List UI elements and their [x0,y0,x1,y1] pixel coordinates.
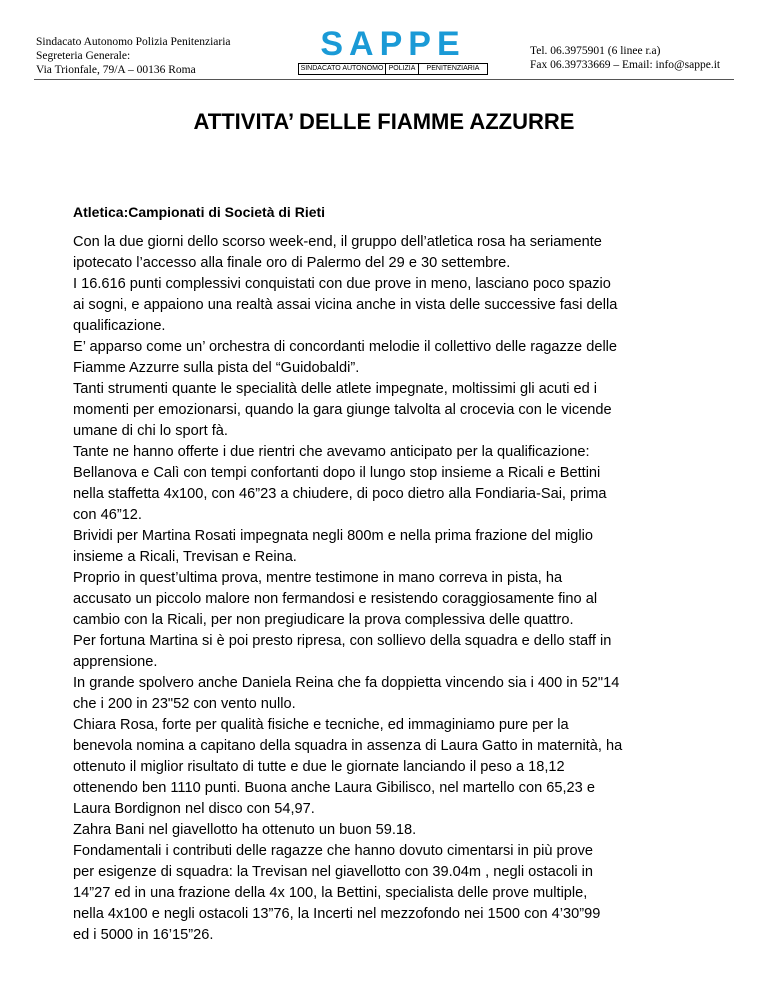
body-line: insieme a Ricali, Trevisan e Reina. [73,549,297,565]
body-line: Con la due giorni dello scorso week-end, il gruppo dell’atletica rosa ha seriamente [73,234,602,250]
body-line: accusato un piccolo malore non fermandosi e resistendo coraggiosamente fino al [73,591,598,607]
body-line: Brividi per Martina Rosati impegnata negli 800m e nella prima frazione del miglio [73,528,593,544]
body-line: Per fortuna Martina si è poi presto ripresa, con sollievo della squadra e dello staff in [73,633,612,649]
body-line: 14”27 ed in una frazione della 4x 100, la Bettini, specialista delle prove multiple, [73,885,588,901]
body-line: nella staffetta 4x100, con 46”23 a chiudere, di poco dietro alla Fondiaria-Sai, prima [73,486,607,502]
body-line: E’ apparso come un’ orchestra di concordanti melodie il collettivo delle ragazze delle [73,339,618,355]
body-line: ipotecato l’accesso alla finale oro di Palermo del 29 e 30 settembre. [73,255,511,271]
phone: Tel. 06.3975901 (6 linee r.a) [530,45,661,57]
body-line: benevola nomina a capitano della squadra in assenza di Laura Gatto in maternità, ha [73,738,623,754]
body-line: Chiara Rosa, forte per qualità fisiche e tecniche, ed immaginiamo pure per la [73,717,569,733]
body-line: cambio con la Ricali, per non pregiudicare la prova complessiva delle quattro. [73,612,574,628]
section-heading: Atletica:Campionati di Società di Rieti [73,204,326,220]
logo-caption [298,63,488,75]
body-line: Tanti strumenti quante le specialità delle atlete impegnate, moltissimi gli acuti ed i [73,381,598,397]
body-line: per esigenze di squadra: la Trevisan nel giavellotto con 39.04m , negli ostacoli in [73,864,594,880]
article-body [73,232,622,946]
body-line: I 16.616 punti complessivi conquistati con due prove in meno, lasciano poco spazio [73,276,611,292]
body-line: che i 200 in 23"52 con vento nullo. [73,696,296,712]
body-line: Fondamentali i contributi delle ragazze che hanno dovuto cimentarsi in più prove [73,843,594,859]
body-line: ed i 5000 in 16’15”26. [73,927,214,943]
body-line: ottenuto il miglior risultato di tutte e due le giornate lanciando il peso a 18,12 [73,759,565,775]
body-line: con 46”12. [73,507,142,523]
fax-email: Fax 06.39733669 – Email: info@sappe.it [530,59,721,71]
logo-caption-penitentiary: PENITENZIARIA [426,65,480,72]
logo-caption-union: SINDACATO AUTONOMO [300,65,384,72]
body-line: ottenendo ben 1110 punti. Buona anche Laura Gibilisco, nel martello con 65,23 e [73,780,595,796]
body-line: Tante ne hanno offerte i due rientri che avevamo anticipato per la qualificazione: [73,444,590,460]
body-line: In grande spolvero anche Daniela Reina che fa doppietta vincendo sia i 400 in 52"14 [73,675,620,691]
org-name: Sindacato Autonomo Polizia Penitenziaria [36,36,231,48]
body-line: qualificazione. [73,318,166,334]
body-line: Fiamme Azzurre sulla pista del “Guidobaldi”. [73,360,360,376]
body-line: Bellanova e Calì con tempi confortanti dopo il lungo stop insieme a Ricali e Bettini [73,465,601,481]
body-line: momenti per emozionarsi, quando la gara giunge talvolta al crocevia con le vicende [73,402,612,418]
logo-wordmark: SAPPE [320,28,466,61]
document-title: ATTIVITA’ DELLE FIAMME AZZURRE [193,109,575,134]
body-line: Zahra Bani nel giavellotto ha ottenuto un buon 59.18. [73,822,417,838]
org-office: Segreteria Generale: [36,50,131,62]
logo-caption-police: POLIZIA [385,64,419,74]
body-line: apprensione. [73,654,158,670]
body-line: nella 4x100 e negli ostacoli 13”76, la Incerti nel mezzofondo nei 1500 con 4’30”99 [73,906,601,922]
org-address: Via Trionfale, 79/A – 00136 Roma [36,64,196,76]
sappe-logo [298,28,488,75]
body-line: Laura Bordignon nel disco con 54,97. [73,801,315,817]
letterhead-address [36,35,286,77]
body-line: ai sogni, e appaiono una realtà assai vicina anche in vista delle successive fasi della [73,297,618,313]
body-line: umane di chi lo sport fà. [73,423,228,439]
body-line: Proprio in quest’ultima prova, mentre testimone in mano correva in pista, ha [73,570,563,586]
header-divider [34,79,734,80]
letterhead-contacts [530,44,760,72]
